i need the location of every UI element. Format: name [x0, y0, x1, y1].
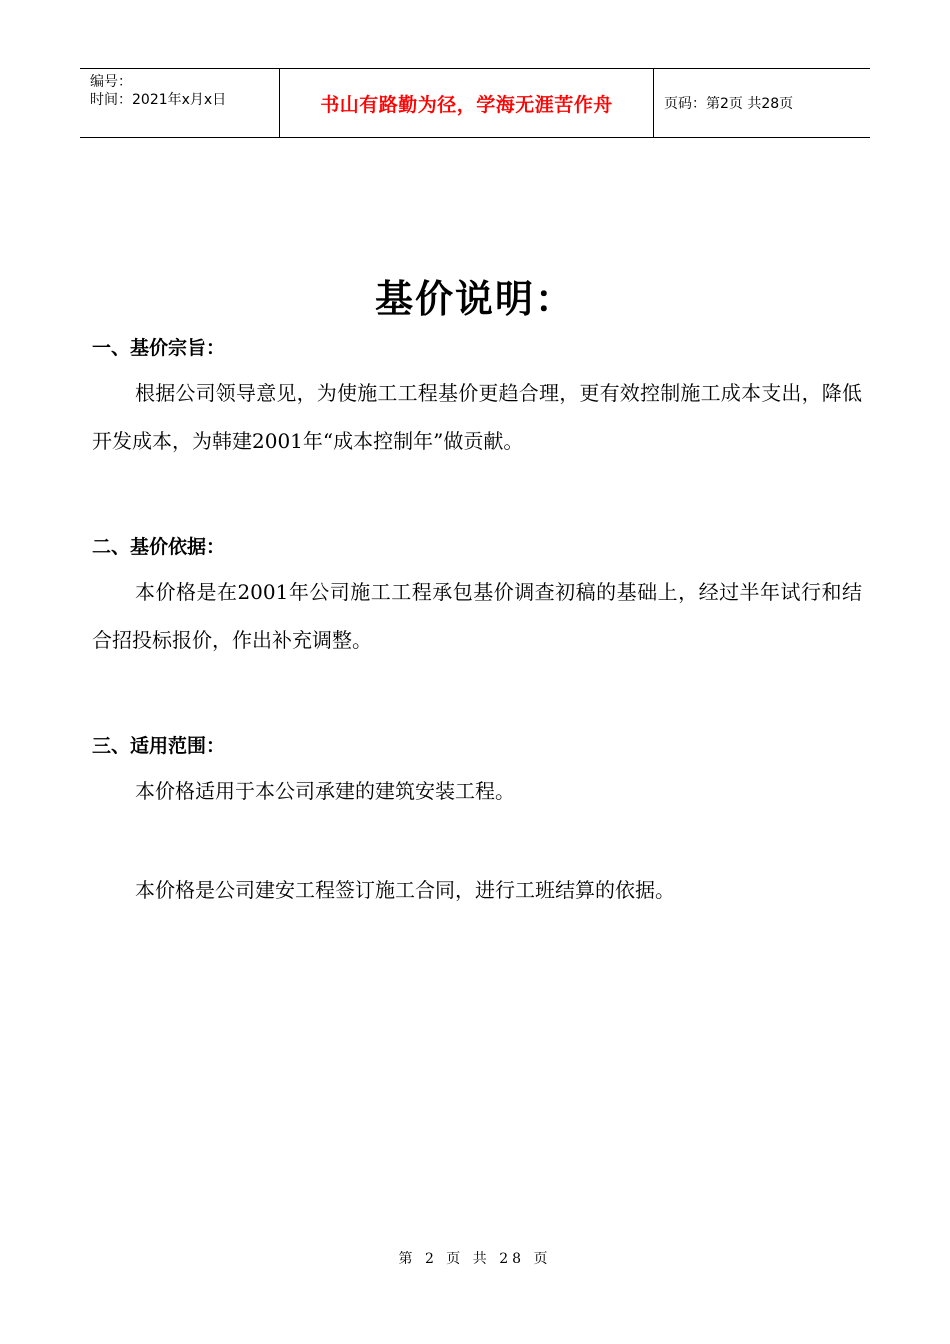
header-page-info: 页码：第2页 共28页: [664, 96, 794, 112]
section-paragraph: 本价格适用于本公司承建的建筑安装工程。: [135, 779, 515, 803]
document-date: 时间：2021年x月x日: [90, 92, 227, 108]
header-meta: [80, 69, 280, 137]
section-heading-purpose: 一、基价宗旨：: [92, 337, 226, 359]
document-number-label: 编号：: [90, 74, 132, 90]
header-motto: 书山有路勤为径，学海无涯苦作舟: [280, 69, 654, 137]
section-paragraph: 本价格是公司建安工程签订施工合同，进行工班结算的依据。: [135, 878, 675, 902]
section-paragraph: 根据公司领导意见，为使施工工程基价更趋合理，更有效控制施工成本支出，降低开发成本，为韩建2001年“成本控制年”做贡献。: [92, 381, 862, 453]
section-heading-scope: 三、适用范围：: [92, 735, 226, 757]
section-heading-basis: 二、基价依据：: [92, 536, 226, 558]
page-header: [80, 68, 870, 138]
section-paragraph: 本价格是在2001年公司施工工程承包基价调查初稿的基础上，经过半年试行和结合招投标报价，作出补充调整。: [92, 580, 862, 652]
document-title: 基价说明：: [374, 277, 575, 321]
page-footer: 第 2 页 共 28 页: [398, 1251, 552, 1267]
